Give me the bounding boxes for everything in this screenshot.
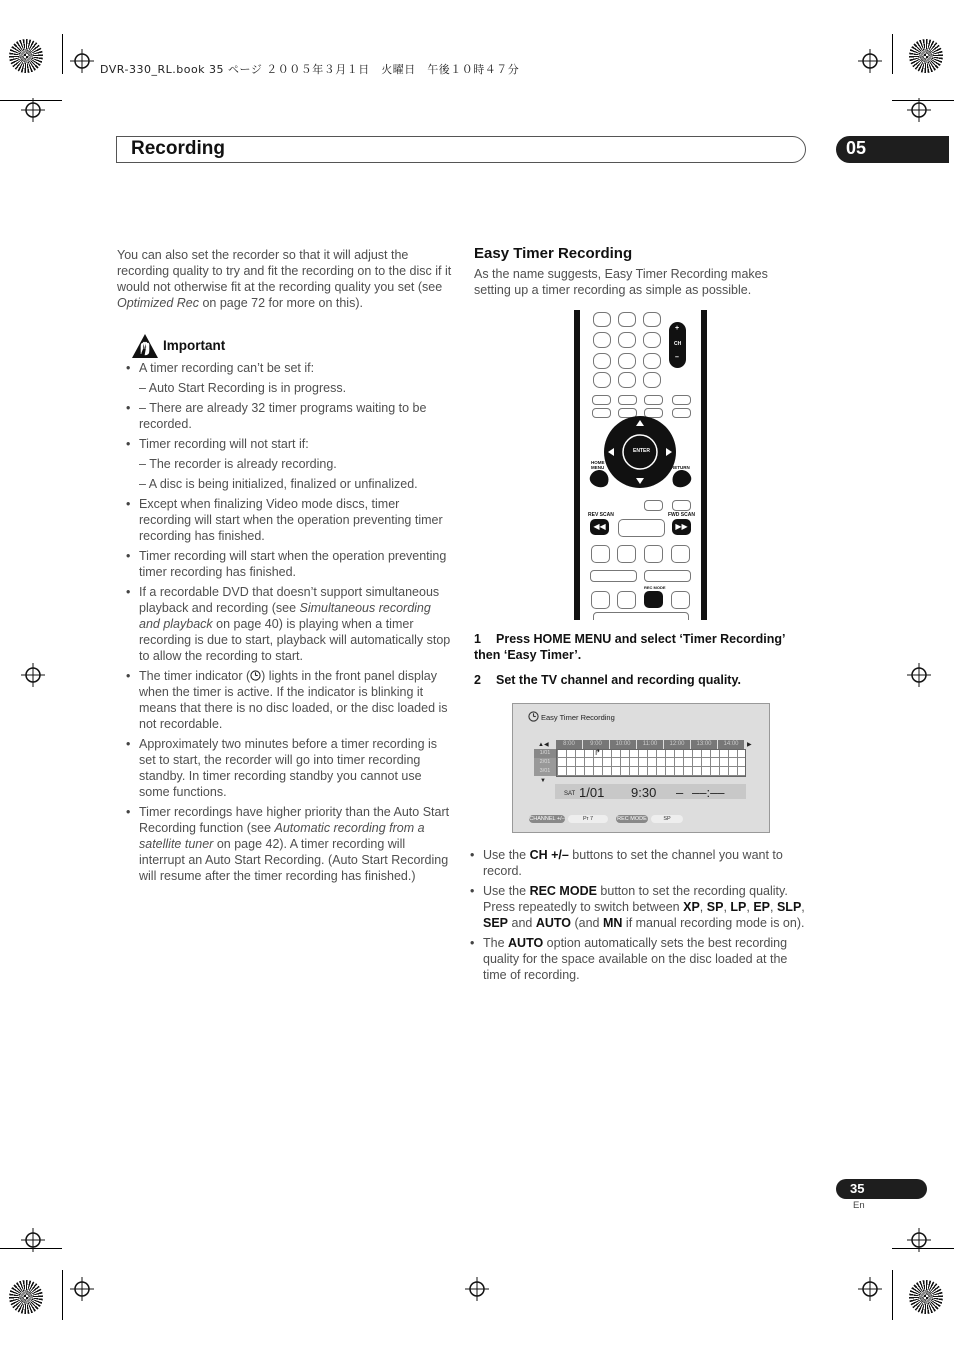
list-item: • Timer recording will not start if: [117,436,452,452]
registration-crosshair-icon [21,98,45,122]
step-2: 2 Set the TV channel and recording quality. [474,673,741,687]
time-header-cell: 13:00 [691,740,717,749]
date-cell: 2/01 [534,758,556,767]
time-header-cell: 10:00 [610,740,636,749]
list-item: – The recorder is already recording. [139,457,337,471]
channel-button-label: CHANNEL +/– [529,816,565,822]
timer-clock-icon [528,711,539,722]
remote-button [590,570,637,582]
list-item: • A timer recording can’t be set if: [117,360,452,376]
remote-number-button [643,353,661,369]
scroll-right-icon: ▶ [747,742,752,748]
file-header: DVR-330_RL.book 35 ページ ２００５年３月１日 火曜日 午後１０時４７分 [100,63,520,76]
important-warning-icon [131,333,159,359]
important-label: Important [163,338,226,353]
registration-starburst-icon [909,39,943,73]
ch-minus-label: – [675,354,679,361]
remote-number-button [593,312,611,327]
list-item: • – There are already 32 timer programs waiting to be recorded. [117,400,452,432]
remote-number-button [593,332,611,348]
scroll-left-icon: ▲◀ [538,742,549,748]
rec-mode-button [644,591,663,608]
chapter-number: 05 [846,138,867,158]
remote-number-button [593,372,611,388]
remote-button [618,395,637,405]
remote-button [672,500,691,511]
crop-mark [892,34,893,74]
registration-starburst-icon [9,39,43,73]
rec-mode-value: SP [651,815,683,823]
remote-button [644,545,663,563]
important-bullet-list [117,360,452,884]
list-item: – Auto Start Recording is in progress. [139,381,347,395]
remote-button [644,500,663,511]
list-item: • Timer recording will start when the operation preventing timer recording has finished. [117,548,452,580]
remote-button [618,519,665,537]
registration-crosshair-icon [70,49,94,73]
registration-crosshair-icon [907,663,931,687]
remote-control-illustration [574,310,707,620]
chapter-title: Recording [131,138,225,159]
intro-paragraph: You can also set the recorder so that it will adjust the recording quality to try and fit the recording on to the disc if it would not otherwise fit at the recording quality you set (see Optimized Rec on page 72 for more on this). [117,248,452,310]
chapter-tab [836,136,949,163]
left-intro [117,247,452,311]
remote-number-button [593,353,611,369]
remote-number-button [643,332,661,348]
date-value: 1/01 [579,785,605,800]
crop-mark [62,34,63,74]
crop-mark [62,1270,63,1320]
chapter-title-bar [116,136,806,163]
end-time: ––:–– [692,785,725,800]
list-item: • Use the CH +/– buttons to set the channel you want to record. [461,847,808,879]
remote-number-button [643,312,661,327]
ch-plus-label: + [675,325,680,332]
remote-button [591,591,610,609]
step-1: 1 Press HOME MENU and select ‘Timer Recording’ then ‘Easy Timer’. [474,632,785,662]
rec-mode-label: REC MODE [644,585,666,590]
registration-crosshair-icon [21,663,45,687]
remote-button [617,591,636,609]
enter-label: ENTER [633,448,650,454]
crop-mark [892,1270,893,1320]
start-time: 9:30 [631,785,657,800]
screen-title: Easy Timer Recording [541,713,615,722]
section-heading: Easy Timer Recording [474,245,633,262]
list-item: • Except when finalizing Video mode discs, timer recording will start when the operation preventing timer recording has finished. [117,496,452,544]
time-header-cell: 11:00 [637,740,663,749]
instructions-list [483,847,808,987]
day-label: SAT [564,791,576,797]
remote-number-button [618,353,636,369]
remote-ch-button [669,322,686,368]
date-cell: 3/01 [534,767,556,776]
remote-button [644,570,691,582]
grid-cursor-icon: ↱ [594,748,601,757]
list-item: • If a recordable DVD that doesn’t support simultaneous playback and recording (see Simultaneous recording and playback on page 40) is playing when a timer recording is due to start, playback will automatically stop to allow the recording to start. [117,584,452,664]
remote-button [592,395,611,405]
fwd-scan-button: ▶▶ [672,519,691,535]
time-dash: – [676,785,684,800]
timer-grid [556,749,746,777]
registration-crosshair-icon [907,1228,931,1252]
rev-scan-button: ◀◀ [590,519,609,535]
remote-number-button [643,372,661,388]
list-item: • Timer recordings have higher priority than the Auto Start Recording function (see Automatic recording from a satellite tuner on page 42). A timer recording will interrupt an Auto Start Recording. (Auto Start Recording will resume after the timer recording has finished.) [117,804,452,884]
timer-info-bar [555,784,746,799]
remote-number-button [618,312,636,327]
registration-crosshair-icon [858,49,882,73]
time-header-cell: 12:00 [664,740,690,749]
remote-button [591,545,610,563]
timer-clock-icon [250,670,261,681]
rec-mode-button-label: REC MODE [617,816,647,822]
remote-edge [701,310,707,620]
fwd-scan-label: FWD SCAN [668,512,695,518]
registration-starburst-icon [909,1280,943,1314]
time-header-cell: 9:00 [583,740,609,749]
time-header-cell: 14:00 [718,740,744,749]
list-item: • Approximately two minutes before a timer recording is set to start, the recorder will go into timer recording standby. In timer recording standby you cannot use some functions. [117,736,452,800]
registration-crosshair-icon [70,1277,94,1301]
list-item: • The AUTO option automatically sets the best recording quality for the space available on the disc loaded at the time of recording. [461,935,808,983]
remote-button [671,591,690,609]
time-header-cell: 8:00 [556,740,582,749]
remote-button [593,612,689,620]
page-number: 35 [850,1181,865,1196]
remote-button [672,395,691,405]
remote-button [617,545,636,563]
instructions-bullet-list [461,847,808,983]
date-cell: 1/01 [534,749,556,758]
scroll-down-icon: ▼ [540,778,546,784]
list-item: – A disc is being initialized, finalized or unfinalized. [139,477,418,491]
ch-label: CH [674,341,682,347]
home-menu-label: HOME MENU [591,460,605,470]
registration-crosshair-icon [858,1277,882,1301]
channel-value: Pr 7 [568,815,608,823]
registration-crosshair-icon [907,98,931,122]
remote-number-button [618,332,636,348]
remote-number-button [618,372,636,388]
registration-crosshair-icon [21,1228,45,1252]
registration-crosshair-icon [465,1277,489,1301]
remote-button [644,395,663,405]
list-item: • Use the REC MODE button to set the recording quality. Press repeatedly to switch between XP, SP, LP, EP, SLP, SEP and AUTO (and MN if manual recording mode is on). [461,883,808,931]
page-number-tab [836,1179,927,1199]
section-intro: As the name suggests, Easy Timer Recording makes setting up a timer recording as simple as possible. [474,267,768,297]
remote-edge [574,310,580,620]
important-list [117,360,452,888]
list-item: • The timer indicator ( ) lights in the front panel display when the timer is active. If the indicator is blinking it means that there is no disc loaded, or the disc loaded is not recordable. [117,668,452,732]
registration-starburst-icon [9,1280,43,1314]
remote-button [671,545,690,563]
return-label: RETURN [671,465,690,470]
easy-timer-screen [512,703,770,833]
language-label: En [853,1200,865,1211]
rev-scan-label: REV SCAN [588,512,614,518]
